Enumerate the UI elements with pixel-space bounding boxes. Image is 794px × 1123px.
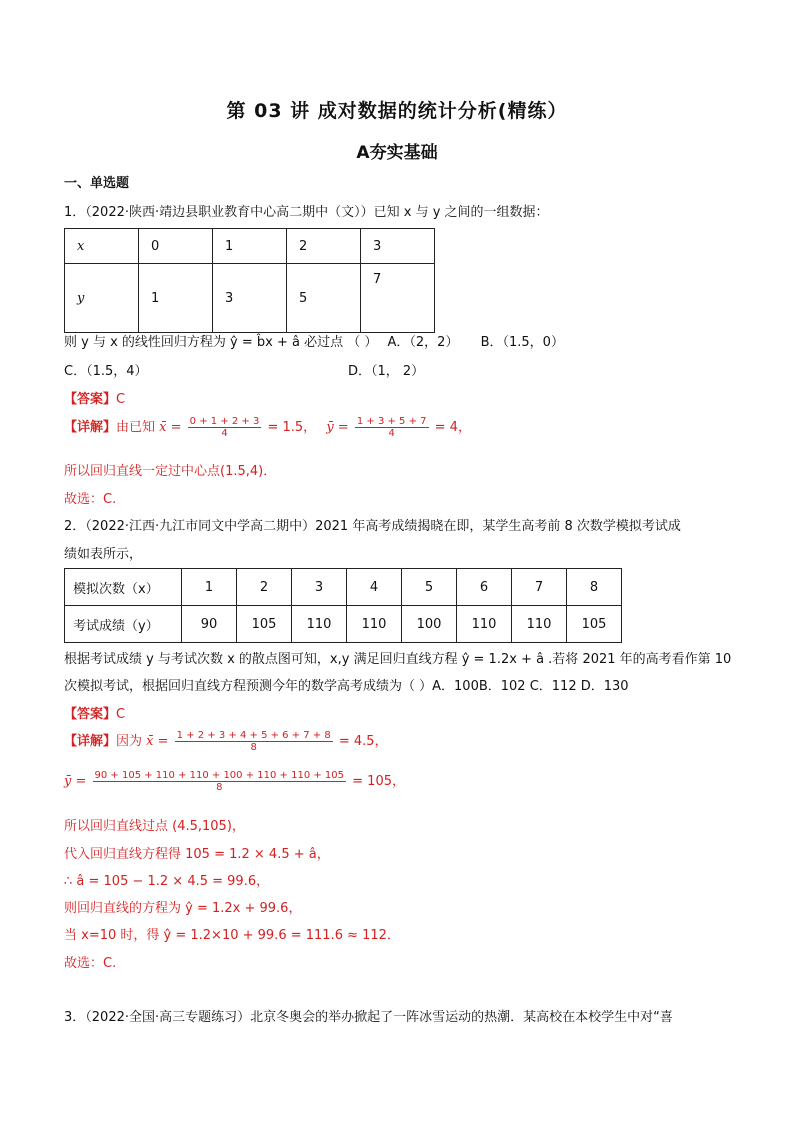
q2-x-label: 模拟次数（x）: [65, 569, 182, 606]
q2-y-cell: 110: [512, 606, 567, 643]
q1-y-cell: 1: [139, 264, 213, 333]
q1-center-line: 所以回归直线一定过中心点(1.5,4)．: [64, 464, 277, 479]
q2-prediction-line: 当 x=10 时，得 ŷ = 1.2×10 + 99.6 = 111.6 ≈ 112．: [64, 928, 400, 943]
q1-y-cell: 7: [361, 264, 435, 333]
answer-tag: 【答案】: [64, 707, 117, 722]
q1-choice: 故选：C.: [64, 492, 117, 507]
fraction-numerator: 1 + 3 + 5 + 7: [356, 416, 427, 427]
q3-stem: 3．（2022·全国·高三专题练习）北京冬奥会的举办掀起了一阵冰雪运动的热潮．某高校在本校学生中对“喜: [64, 1010, 673, 1025]
fraction-numerator: 0 + 1 + 2 + 3: [189, 416, 260, 427]
xbar-fraction: [188, 416, 262, 439]
xbar-result: = 4.5，: [338, 734, 388, 749]
fraction-denominator: 8: [250, 742, 257, 753]
page-title: 第 03 讲 成对数据的统计分析(精练）: [226, 100, 568, 122]
detail-tag: 【详解】: [64, 420, 117, 435]
xbar-fraction: [175, 730, 333, 753]
q1-y-label: y: [65, 264, 139, 333]
q2-x-cell: 2: [237, 569, 292, 606]
ybar-fraction: [355, 416, 429, 439]
xbar-symbol: x̄ =: [159, 420, 182, 435]
fraction-denominator: 4: [388, 428, 395, 439]
fraction-denominator: 4: [221, 428, 228, 439]
detail-tag: 【详解】: [64, 734, 117, 749]
q2-para2: 次模拟考试，根据回归直线方程预测今年的数学高考成绩为（ ）A．100B．102 C．112 D．130: [64, 679, 629, 694]
ybar-result: = 4，: [434, 420, 471, 435]
fraction-numerator: 90 + 105 + 110 + 110 + 100 + 110 + 110 + 105: [94, 770, 345, 781]
q2-substitute-line: 代入回归直线方程得 105 = 1.2 × 4.5 + â，: [64, 847, 330, 862]
q1-stem: 1．（2022·陕西·靖边县职业教育中心高二期中（文））已知 x 与 y 之间的一组数据：: [64, 205, 549, 220]
q2-x-cell: 7: [512, 569, 567, 606]
q1-y-cell: 5: [287, 264, 361, 333]
answer-value: C: [116, 392, 126, 407]
q1-option-c: C．（1.5，4）: [64, 364, 148, 379]
q2-ybar-line: [64, 770, 405, 793]
answer-value: C: [116, 707, 126, 722]
q1-detail: [64, 416, 471, 439]
q2-choice: 故选：C.: [64, 956, 117, 971]
q1-y-cell: 3: [213, 264, 287, 333]
q1-x-cell: 3: [361, 229, 435, 264]
detail-text: 因为: [116, 734, 143, 749]
q1-x-cell: 1: [213, 229, 287, 264]
q1-question-text: 则 y 与 x 的线性回归方程为 ŷ = b̂x + â 必过点 （ ）: [64, 335, 378, 350]
q1-question: [64, 331, 564, 350]
section-heading: 一、单选题: [64, 176, 130, 191]
q1-option-b: B．（1.5，0）: [480, 335, 564, 350]
q2-y-label: 考试成绩（y）: [65, 606, 182, 643]
q2-x-cell: 4: [347, 569, 402, 606]
q2-center-line: 所以回归直线过点 (4.5,105)，: [64, 819, 245, 834]
q2-para1: 根据考试成绩 y 与考试次数 x 的散点图可知，x,y 满足回归直线方程 ŷ = 1.2x + â .若将 2021 年的高考看作第 10: [64, 652, 732, 667]
q2-x-cell: 8: [567, 569, 622, 606]
q2-x-cell: 6: [457, 569, 512, 606]
fraction-denominator: 8: [216, 782, 223, 793]
ybar-symbol: ȳ =: [64, 774, 87, 789]
q2-detail: [64, 730, 388, 753]
q1-x-label: x: [65, 229, 139, 264]
q2-y-cell: 110: [457, 606, 512, 643]
section-subtitle: A夯实基础: [356, 143, 438, 163]
ybar-symbol: ȳ =: [326, 420, 349, 435]
ybar-result: = 105，: [352, 774, 405, 789]
q2-x-cell: 1: [182, 569, 237, 606]
xbar-symbol: x̄ =: [146, 734, 169, 749]
q2-answer: [64, 703, 125, 722]
q2-x-cell: 5: [402, 569, 457, 606]
ybar-fraction: [93, 770, 347, 793]
q2-y-cell: 110: [347, 606, 402, 643]
q2-table: [64, 568, 622, 643]
answer-tag: 【答案】: [64, 392, 117, 407]
q2-y-cell: 105: [237, 606, 292, 643]
q2-y-cell: 90: [182, 606, 237, 643]
q2-y-cell: 100: [402, 606, 457, 643]
q2-stem-cont: 绩如表所示，: [64, 547, 143, 562]
q2-equation-line: 则回归直线的方程为 ŷ = 1.2x + 99.6，: [64, 901, 302, 916]
q2-stem: 2．（2022·江西·九江市同文中学高二期中）2021 年高考成绩揭晓在即，某学生高考前 8 次数学模拟考试成: [64, 519, 681, 534]
fraction-numerator: 1 + 2 + 3 + 4 + 5 + 6 + 7 + 8: [176, 730, 331, 741]
q1-option-d: D．（1， 2）: [348, 364, 425, 379]
q1-answer: [64, 388, 125, 407]
xbar-result: = 1.5，: [267, 420, 317, 435]
q1-table: [64, 228, 435, 333]
q1-x-cell: 0: [139, 229, 213, 264]
q2-a-hat-line: ∴ â = 105 − 1.2 × 4.5 = 99.6，: [64, 874, 270, 889]
detail-text: 由已知: [116, 420, 156, 435]
q2-y-cell: 105: [567, 606, 622, 643]
q1-x-cell: 2: [287, 229, 361, 264]
q1-option-a: A．（2，2）: [387, 335, 459, 350]
q2-y-cell: 110: [292, 606, 347, 643]
q2-x-cell: 3: [292, 569, 347, 606]
